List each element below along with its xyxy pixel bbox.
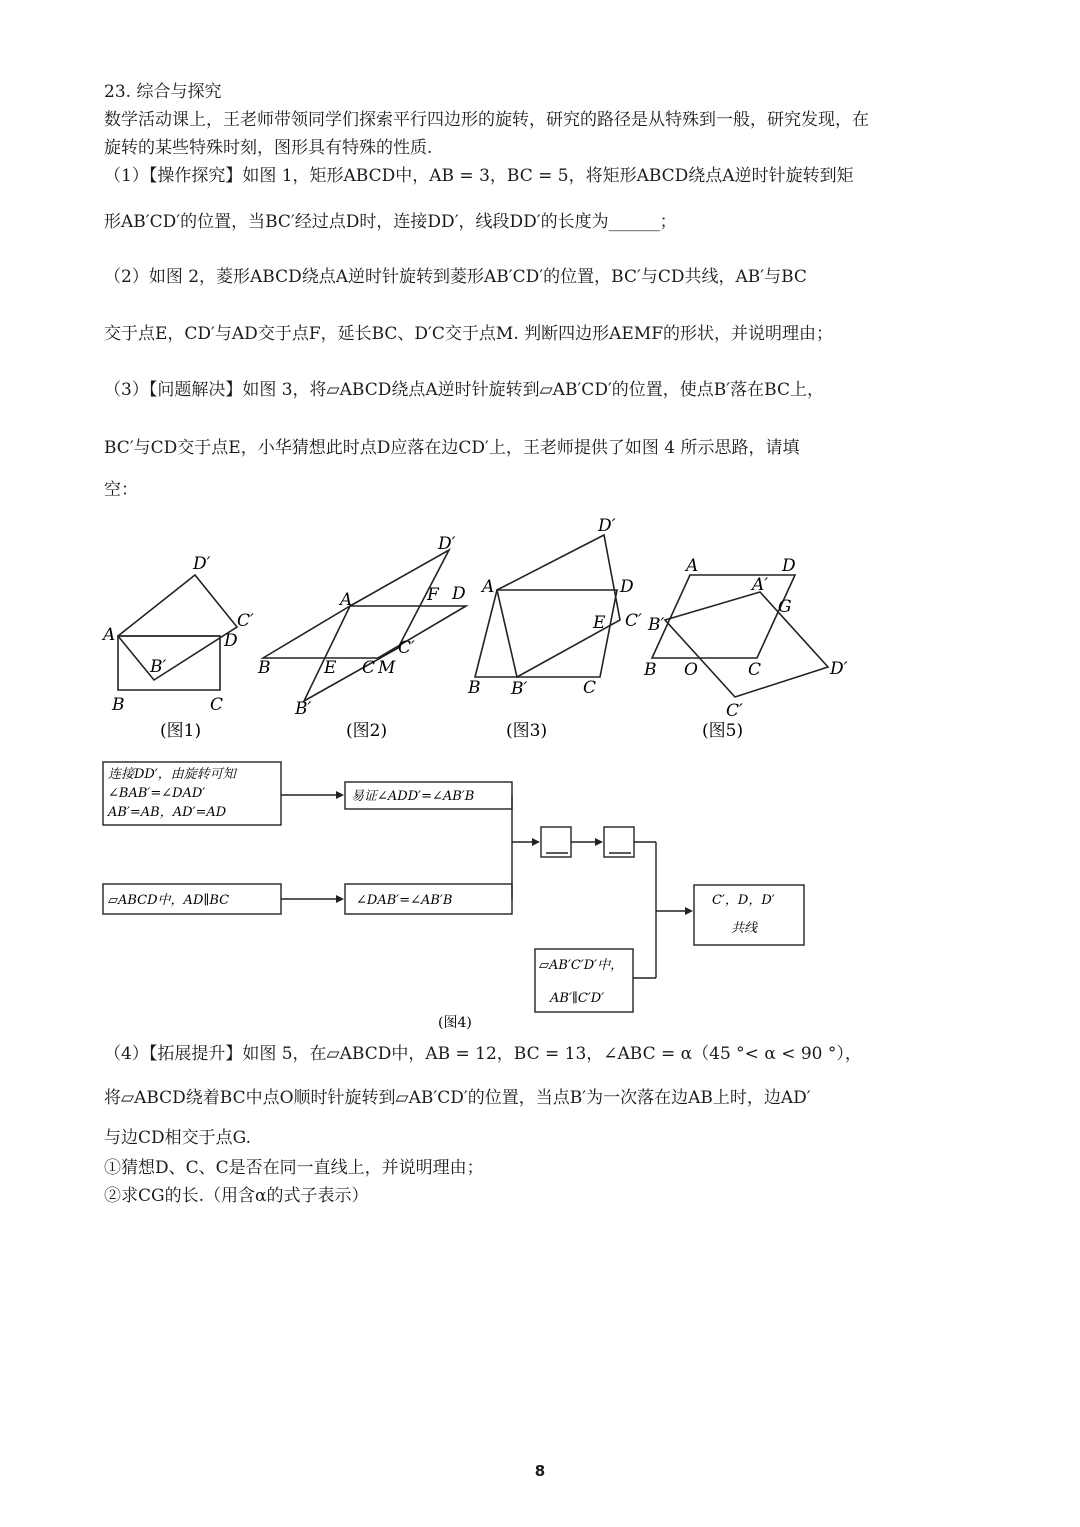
fig2-label-dp: D′ [438, 534, 456, 554]
q4-sub-2: ②求CG的长.（用含α的式子表示） [104, 1186, 369, 1206]
q4-sub-1: ①猜想D、C、C是否在同一直线上，并说明理由； [104, 1158, 484, 1178]
fig1-label-bp: B′ [150, 657, 167, 677]
fig3-label-cp: C′ [625, 611, 642, 631]
fig5-label-dp: D′ [830, 659, 848, 679]
intro-line-1: 数学活动课上，王老师带领同学们探索平行四边形的旋转，研究的路径是从特殊到一般，研究发现，在 [104, 110, 869, 130]
fig5-label-b: B [644, 660, 657, 680]
q2-line-1: （2）如图 2，菱形ABCD绕点A逆时针旋转到菱形AB′CD′的位置，BC′与CD共线，AB′与BC [104, 267, 807, 287]
q4-line-3: 与边CD相交于点G. [104, 1128, 252, 1148]
fig5-label-o: O [684, 660, 698, 680]
figure-2 [263, 550, 466, 701]
fig2-label-b: B [258, 658, 271, 678]
figure-1 [118, 575, 237, 690]
fig5-label-g: G [778, 597, 792, 617]
intro-line-2: 旋转的某些特殊时刻，图形具有特殊的性质. [104, 138, 433, 158]
fig5-label-bp: B′ [648, 615, 665, 635]
fig5-label-a: A [686, 556, 699, 576]
q1-line-2: 形AB′CD′的位置，当BC′经过点D时，连接DD′，线段DD′的长度为______； [104, 212, 677, 232]
flow-box-3-text: ▱ABCD中，AD∥BC [108, 893, 230, 908]
fig2-label-c: C [362, 658, 376, 678]
q3-line-2: BC′与CD交于点E，小华猜想此时点D应落在边CD′上，王老师提供了如图 4 所示思路，请填 [104, 438, 800, 458]
fig3-label-a: A [482, 577, 495, 597]
flow-box-5-line-2: AB′∥C′D′ [550, 991, 605, 1006]
fig5-label-cp: C′ [726, 701, 743, 721]
flow-box-1-line-3: AB′=AB，AD′=AD [108, 805, 227, 820]
flow-box-1-line-1: 连接DD′，由旋转可知 [108, 767, 236, 782]
q4-line-2: 将▱ABCD绕着BC中点O顺时针旋转到▱AB′CD′的位置，当点B′为一次落在边AB上时，边AD′ [104, 1088, 811, 1108]
fig5-label-d: D [782, 556, 796, 576]
fig2-label-e: E [324, 658, 337, 678]
flow-box-5-line-1: ▱AB′C′D′中， [539, 958, 624, 973]
q3-line-3: 空： [104, 480, 138, 500]
fig3-label-d: D [620, 577, 634, 597]
figure-5 [652, 575, 828, 697]
flow-box-1-line-2: ∠BAB′=∠DAD′ [108, 786, 206, 801]
fig2-label-f: F [427, 585, 439, 605]
fig1-caption: (图1) [160, 721, 202, 741]
fig3-label-bp: B′ [511, 679, 528, 699]
flow-box-4-text: ∠DAB′=∠AB′B [356, 893, 453, 908]
fig2-label-m: M [378, 658, 396, 678]
fig1-label-cp: C′ [237, 611, 254, 631]
fig3-caption: (图3) [506, 721, 548, 741]
q3-line-1: （3）【问题解决】如图 3，将▱ABCD绕点A逆时针旋转到▱AB′CD′的位置，使点B′落在BC上， [104, 380, 824, 400]
fig2-label-cp: C′ [398, 638, 415, 658]
fig5-label-ap: A′ [752, 575, 769, 595]
fig1-label-d: D [224, 631, 238, 651]
flow-box-6-line-2: 共线 [731, 921, 758, 936]
fig5-label-c: C [748, 660, 762, 680]
flow-box-6-line-1: C′，D，D′ [712, 893, 775, 908]
fig3-label-b: B [468, 678, 481, 698]
fig3-label-e: E [593, 613, 606, 633]
fig1-label-a: A [103, 625, 116, 645]
fig2-label-bp: B′ [295, 699, 312, 719]
fig2-caption: (图2) [346, 721, 388, 741]
problem-heading: 23. 综合与探究 [104, 82, 222, 102]
fig1-label-c: C [210, 695, 224, 715]
fig1-label-b: B [112, 695, 125, 715]
fig1-label-dp: D′ [193, 554, 211, 574]
flow-box-2-text: 易证∠ADD′=∠AB′B [351, 789, 475, 804]
q1-line-1: （1）【操作探究】如图 1，矩形ABCD中，AB = 3，BC = 5，将矩形ABCD绕点A逆时针旋转到矩 [104, 166, 854, 186]
fig2-label-a: A [340, 590, 353, 610]
fig5-caption: (图5) [702, 721, 744, 741]
fig2-label-d: D [452, 584, 466, 604]
q4-line-1: （4）【拓展提升】如图 5，在▱ABCD中，AB = 12，BC = 13，∠ABC = α（45 °< α < 90 °）， [104, 1044, 862, 1064]
fig3-label-dp: D′ [598, 516, 616, 536]
page-number: 8 [534, 1462, 546, 1480]
figure-3 [475, 535, 620, 677]
flow-caption: (图4) [438, 1015, 472, 1031]
q2-line-2: 交于点E，CD′与AD交于点F，延长BC、D′C交于点M. 判断四边形AEMF的形状，并说明理由； [104, 324, 834, 344]
fig3-label-c: C [583, 678, 597, 698]
flowchart [103, 762, 804, 1031]
